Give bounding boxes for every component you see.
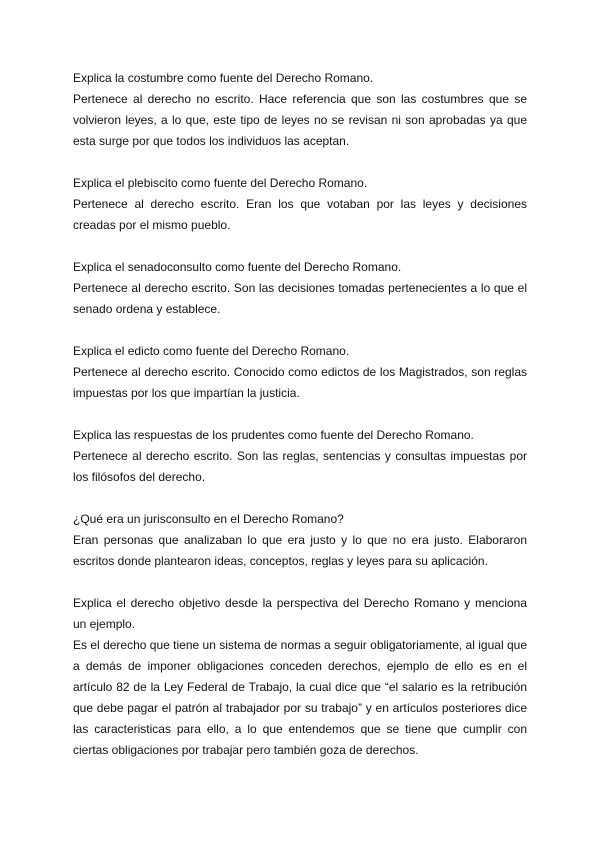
answer-text: Pertenece al derecho no escrito. Hace referencia que son las costumbres que se volvieron leyes, a lo que, este tipo de leyes no se revisan ni son aprobadas ya que esta surge por que todos los individuos las aceptan. — [73, 92, 527, 148]
answer-text: Eran personas que analizaban lo que era justo y lo que no era justo. Elaboraron escritos donde plantearon ideas, conceptos, reglas y leyes para su aplicación. — [73, 533, 527, 568]
answer-text: Pertenece al derecho escrito. Eran los que votaban por las leyes y decisiones creadas por el mismo pueblo. — [73, 197, 527, 232]
answer-text: Es el derecho que tiene un sistema de normas a seguir obligatoriamente, al igual que a demás de imponer obligaciones conceden derechos, ejemplo de ello es en el artículo 82 de la Ley Federal de Trabajo, la cual dice que “el salario es la retribución que debe pagar el patrón al trabajador por su trabajo” y en artículos posteriores dice las caracteristicas para ello, a lo que entendemos que se tiene que cumplir con ciertas obligaciones por trabajar pero también goza de derechos. — [73, 638, 527, 757]
qa-block-edicto — [73, 341, 527, 404]
qa-block-derecho-objetivo — [73, 593, 527, 761]
question-text: Explica las respuestas de los prudentes como fuente del Derecho Romano. — [73, 428, 474, 442]
question-text: Explica la costumbre como fuente del Derecho Romano. — [73, 71, 374, 85]
qa-block-jurisconsulto — [73, 509, 527, 572]
document-page — [73, 68, 527, 782]
question-text: Explica el edicto como fuente del Derecho Romano. — [73, 344, 350, 358]
qa-block-senadoconsulto — [73, 257, 527, 320]
answer-text: Pertenece al derecho escrito. Conocido como edictos de los Magistrados, son reglas impuestas por los que impartían la justicia. — [73, 365, 527, 400]
answer-text: Pertenece al derecho escrito. Son las reglas, sentencias y consultas impuestas por los filósofos del derecho. — [73, 449, 527, 484]
answer-text: Pertenece al derecho escrito. Son las decisiones tomadas pertenecientes a lo que el senado ordena y establece. — [73, 281, 527, 316]
qa-block-plebiscito — [73, 173, 527, 236]
qa-block-costumbre — [73, 68, 527, 152]
question-text: Explica el plebiscito como fuente del Derecho Romano. — [73, 176, 368, 190]
question-text: Explica el senadoconsulto como fuente del Derecho Romano. — [73, 260, 402, 274]
question-text: ¿Qué era un jurisconsulto en el Derecho Romano? — [73, 512, 344, 526]
question-text: Explica el derecho objetivo desde la perspectiva del Derecho Romano y menciona un ejemplo. — [73, 596, 527, 631]
qa-block-prudentes — [73, 425, 527, 488]
